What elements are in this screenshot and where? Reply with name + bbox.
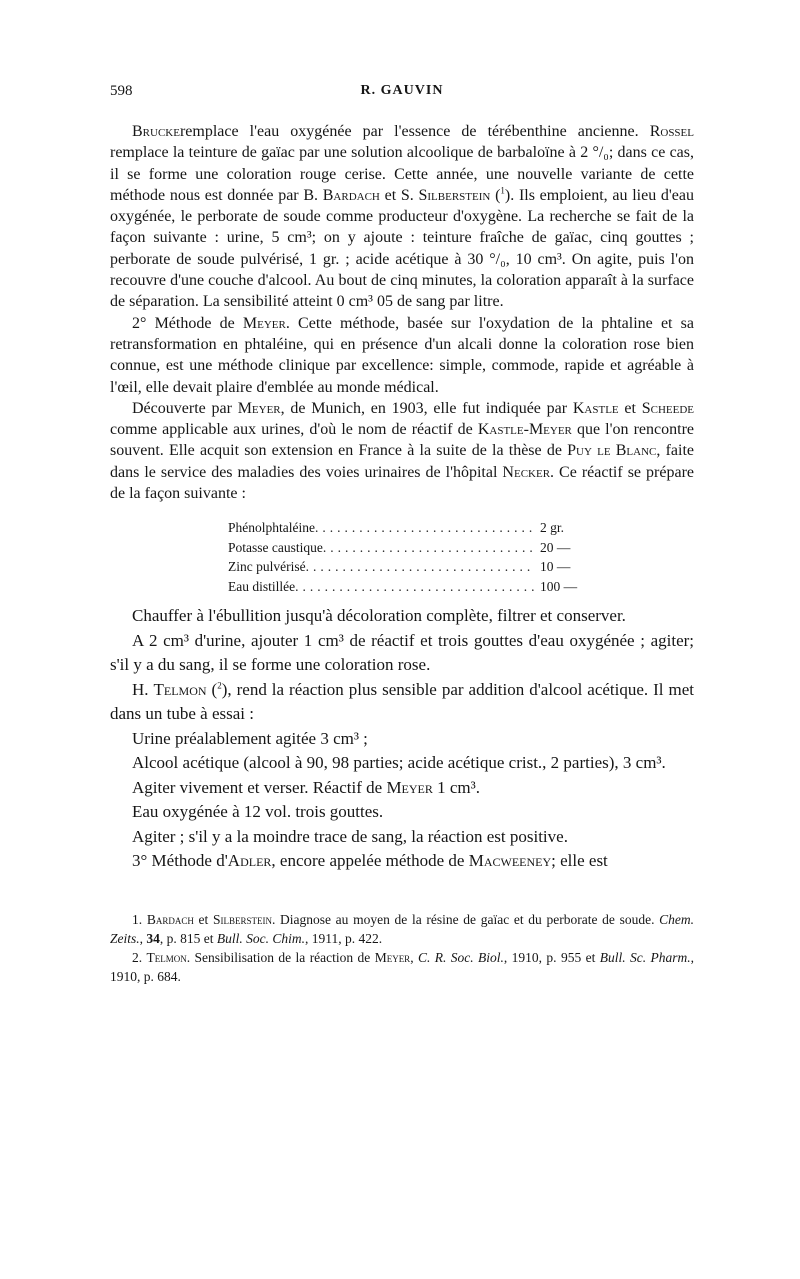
leader-dots [295, 577, 534, 597]
paragraph-alcohol-step: Alcool acétique (alcool à 90, 98 parties; acide acétique crist., 2 parties), 3 cm³. [132, 753, 666, 773]
paragraph-brucke-rossel [110, 121, 694, 313]
text: , [139, 930, 147, 946]
page-body [110, 121, 694, 874]
text: et S. [379, 186, 419, 204]
text: , p. 815 et [159, 930, 217, 946]
text: que l'on rencontre souvent. Elle acquit son extension en France à la suite de la thèse de [110, 421, 695, 460]
text: 3° Méthode d' [132, 851, 228, 871]
paragraph-urine-test: A 2 cm³ d'urine, ajouter 1 cm³ de réactif et trois gouttes d'eau oxygénée ; agiter; s'il y a du sang, il se forme une coloration rose. [110, 630, 694, 675]
journal-title: Chem. Zeits. [110, 911, 694, 946]
page-header [110, 83, 694, 105]
text: Agiter vivement et verser. Réactif de [132, 777, 387, 797]
text: ), rend la réaction plus sensible par addition d'alcool acétique. Il met dans un tube à essai : [110, 679, 695, 724]
page-number: 598 [110, 83, 133, 99]
running-head: R. GAUVIN [360, 83, 444, 98]
footnotes [110, 910, 694, 986]
text: ). Ils emploient, au lieu d'eau oxygénée, le perborate de soude comme producteur d'oxygène. La recherche se fait de la façon suivante : urine, 5 cm³; on y ajoute : teinture fraîche de gaïac, cinq gouttes ; perborate de soude pulvérisé, 1 gr. ; acide acétique à 30 °/₀, 10 cm³. On agite, puis l'on recouvre d'une couche d'alcool. Au bout de cinq minutes, la coloration apparaît à la surface de séparation. La sensibilité atteint 0 cm³ 05 de sang par litre. [110, 186, 695, 311]
author-name: Necker [502, 463, 551, 481]
author-name: Kastle [572, 399, 619, 417]
text: . Diagnose au moyen de la résine de gaïac et du perborate de soude. [271, 911, 660, 927]
journal-title: Bull. Sc. Pharm. [599, 949, 691, 965]
paragraph-result-step: Agiter ; s'il y a la moindre trace de sang, la réaction est positive. [132, 826, 568, 846]
paragraph-telmon [110, 678, 694, 727]
footnote-number: 1. [132, 911, 147, 927]
author-name: Bardach [322, 186, 380, 204]
text: 2° Méthode de [132, 314, 243, 332]
text: , [410, 949, 418, 965]
leader-dots [323, 538, 534, 558]
instructions-block [110, 604, 694, 874]
footnote-ref: 2 [217, 680, 222, 691]
author-name: Meyer [374, 949, 411, 965]
text: , 1911, p. 422. [305, 930, 383, 946]
author-name: Kastle-Meyer [477, 421, 572, 439]
author-name: Bardach [146, 911, 194, 927]
leader-dots [306, 557, 534, 577]
text: . Ce réactif se prépare de la façon suivante : [110, 463, 694, 503]
paragraph-heat: Chauffer à l'ébullition jusqu'à décoloration complète, filtrer et conserver. [132, 606, 626, 626]
leader-dots [315, 518, 534, 538]
text: ( [490, 186, 501, 204]
text: 1 cm³. [432, 777, 481, 797]
paragraph-meyer-method [110, 313, 694, 398]
footnote-number: 2. [132, 949, 147, 965]
ingredient-amount: 2 gr. [540, 520, 565, 536]
text: remplace la teinture de gaïac par une solution alcoolique de barbaloïne à 2 °/₀; dans ce cas, il se forme une coloration rouge cerise. Cette année, une nouvelle variante de cette méthode nous est donnée par B. [110, 144, 694, 204]
text: , 1910, p. 684. [110, 949, 694, 984]
text: ( [206, 679, 218, 699]
ingredient-amount: 20 — [540, 539, 571, 555]
text: , faite dans le service des maladies des voies urinaires de l'hôpital [110, 442, 694, 481]
recipe-row [228, 538, 588, 558]
text: remplace l'eau oxygénée par l'essence de térébenthine ancienne. [179, 123, 650, 140]
paragraph-peroxide-step: Eau oxygénée à 12 vol. trois gouttes. [132, 802, 384, 822]
text: comme applicable aux urines, d'où le nom de réactif de [110, 421, 478, 439]
recipe-row [228, 577, 588, 597]
author-name: Meyer [386, 777, 433, 797]
ingredient-amount: 10 — [540, 559, 571, 575]
recipe-row [228, 518, 588, 538]
journal-title: Bull. Soc. Chim. [216, 930, 306, 946]
author-name: Macweeney [468, 851, 552, 871]
text: , de Munich, en 1903, elle fut indiquée par [280, 399, 573, 417]
paragraph-urine-step: Urine préalablement agitée 3 cm³ ; [132, 728, 368, 748]
text: , encore appelée méthode de [271, 851, 469, 871]
paragraph-agitate-step [110, 776, 694, 801]
author-name: Silberstein [212, 911, 272, 927]
author-name: Adler [227, 851, 272, 871]
ingredient-amount: 100 — [540, 578, 578, 594]
text: Découverte par [132, 399, 238, 417]
author-name: Meyer [237, 399, 281, 417]
paragraph-adler-method [110, 849, 694, 874]
journal-title: C. R. Soc. Biol. [417, 949, 504, 965]
volume: 34 [146, 930, 160, 946]
book-page [110, 83, 694, 986]
text: . Cette méthode, basée sur l'oxydation de la phtaline et sa retransformation en phtaléine, qui en présence d'un alcali donne la coloration rose bien connue, est une méthode clinique par excellence: simple, commode, rapide et agréable à l'œil, elle devait plaire d'emblée au monde médical. [110, 314, 695, 396]
ingredient-name: Eau distillée [228, 578, 296, 594]
footnote-ref: 1 [500, 185, 505, 196]
author-name: Brucke [132, 123, 180, 140]
text: , 1910, p. 955 et [503, 949, 600, 965]
text: . Sensibilisation de la réaction de [186, 949, 375, 965]
ingredient-name: Zinc pulvérisé [228, 559, 306, 575]
ingredient-name: Potasse caustique [228, 539, 323, 555]
ingredient-name: Phénolphtaléine [228, 520, 315, 536]
recipe-row [228, 557, 588, 577]
text: H. [132, 679, 154, 699]
author-name: Telmon [146, 949, 187, 965]
author-name: Silberstein [418, 186, 491, 204]
text: ; elle est [551, 851, 608, 871]
author-name: Rossel [649, 123, 694, 140]
footnote-2 [110, 948, 694, 986]
text: et [618, 399, 642, 417]
recipe-table [228, 518, 588, 596]
paragraph-kastle-meyer [110, 398, 694, 504]
author-name: Scheede [641, 399, 694, 417]
author-name: Puy le Blanc [567, 442, 657, 460]
author-name: Telmon [153, 679, 207, 699]
text: et [193, 911, 213, 927]
author-name: Meyer [242, 314, 286, 332]
footnote-1 [110, 910, 694, 948]
